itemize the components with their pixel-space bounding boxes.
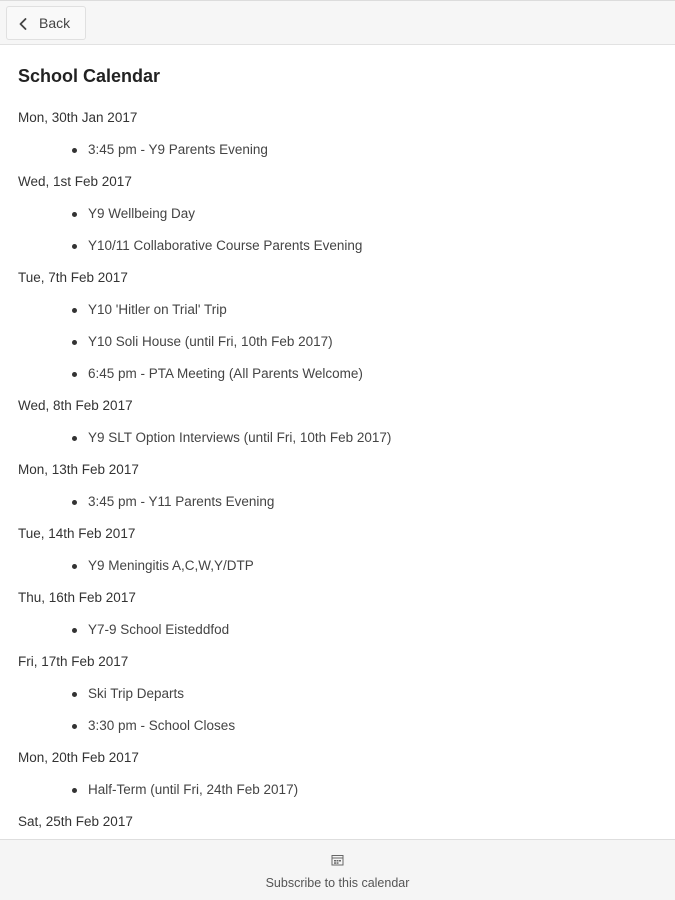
back-button[interactable] [6,6,86,40]
day-heading: Fri, 17th Feb 2017 [18,654,129,669]
bullet-icon [72,628,77,633]
event-label: 3:45 pm - Y11 Parents Evening [88,494,275,509]
top-bar [0,0,675,45]
event-label: 3:45 pm - Y9 Parents Evening [88,142,268,157]
bullet-icon [72,372,77,377]
bullet-icon [72,436,77,441]
event-label: Y7-9 School Eisteddfod [88,622,230,637]
event-item[interactable] [0,710,675,742]
page-title: School Calendar [18,66,161,86]
event-item[interactable] [0,326,675,358]
bullet-icon [72,308,77,313]
event-item[interactable] [0,774,675,806]
bullet-icon [72,692,77,697]
subscribe-button[interactable] [0,839,675,900]
bullet-icon [72,148,77,153]
event-item[interactable] [0,230,675,262]
event-label: Y10 'Hitler on Trial' Trip [88,302,227,317]
event-item[interactable] [0,678,675,710]
event-item[interactable] [0,550,675,582]
event-list [0,102,675,838]
day-heading: Thu, 16th Feb 2017 [18,590,136,605]
chevron-left-icon [19,17,27,29]
bullet-icon [72,340,77,345]
bullet-icon [72,564,77,569]
event-label: Ski Trip Departs [88,686,185,701]
event-label: Y9 Wellbeing Day [88,206,196,221]
bullet-icon [72,212,77,217]
event-item[interactable] [0,422,675,454]
bullet-icon [72,244,77,249]
back-button-label: Back [39,15,71,31]
event-item[interactable] [0,614,675,646]
event-item[interactable] [0,358,675,390]
subscribe-label: Subscribe to this calendar [265,876,410,890]
day-heading: Wed, 8th Feb 2017 [18,398,133,413]
bullet-icon [72,788,77,793]
event-label: Y9 Meningitis A,C,W,Y/DTP [88,558,254,573]
event-item[interactable] [0,486,675,518]
day-heading: Sat, 25th Feb 2017 [18,814,133,829]
day-heading: Mon, 30th Jan 2017 [18,110,138,125]
day-heading: Wed, 1st Feb 2017 [18,174,132,189]
bullet-icon [72,500,77,505]
event-item[interactable] [0,198,675,230]
day-heading: Mon, 20th Feb 2017 [18,750,139,765]
day-heading: Tue, 14th Feb 2017 [18,526,136,541]
bullet-icon [72,724,77,729]
event-label: 3:30 pm - School Closes [88,718,236,733]
calendar-content[interactable] [0,46,675,839]
event-label: Y10/11 Collaborative Course Parents Evening [88,238,363,253]
event-label: Y9 SLT Option Interviews (until Fri, 10th Feb 2017) [88,430,392,445]
calendar-icon [331,853,344,865]
event-item[interactable] [0,134,675,166]
event-item[interactable] [0,294,675,326]
event-label: 6:45 pm - PTA Meeting (All Parents Welcome) [88,366,363,381]
day-heading: Tue, 7th Feb 2017 [18,270,128,285]
day-heading: Mon, 13th Feb 2017 [18,462,139,477]
event-label: Half-Term (until Fri, 24th Feb 2017) [88,782,299,797]
event-label: Y10 Soli House (until Fri, 10th Feb 2017) [88,334,333,349]
